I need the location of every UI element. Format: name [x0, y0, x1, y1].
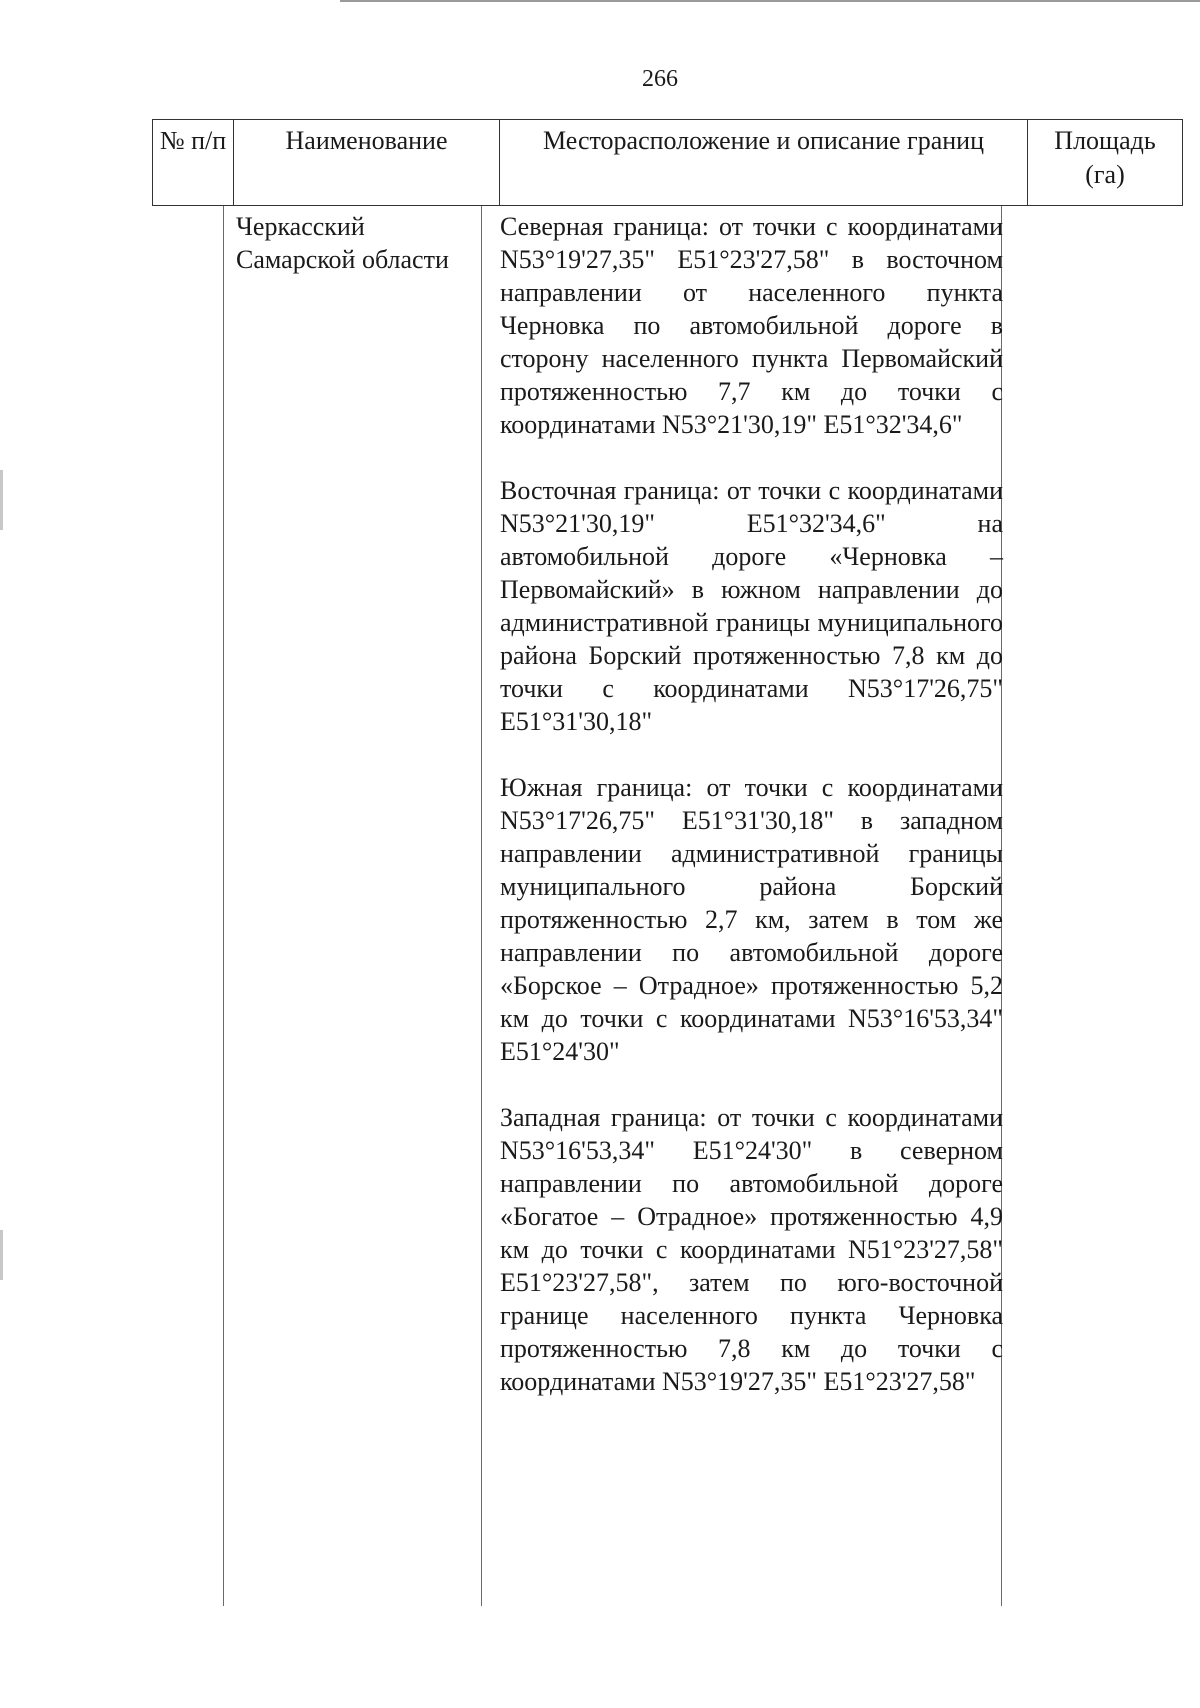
- scan-left-edge-mark: [0, 470, 3, 530]
- header-name: Наименование: [234, 120, 500, 206]
- header-location: Месторасположение и описание границ: [500, 120, 1028, 206]
- row-description: [500, 210, 1003, 1431]
- west-boundary: Западная граница: от точки с координатами N53°16'53,34" E51°24'30" в северном направлении по автомобильной дороге «Богатое – Отрадное» протяженностью 4,9 км до точки с координатами N51°23'27,58" E51°23'27,58", затем по юго-восточной границе населенного пункта Черновка протяженностью 7,8 км до точки с координатами N53°19'27,35" E51°23'27,58": [500, 1103, 1003, 1396]
- north-boundary: Северная граница: от точки с координатами N53°19'27,35" E51°23'27,58" в восточном направлении от населенного пункта Черновка по автомобильной дороге в сторону населенного пункта Первомайский протяженностью 7,7 км до точки с координатами N53°21'30,19" E51°32'34,6": [500, 212, 1003, 439]
- page-number: 266: [642, 66, 678, 92]
- column-divider: [481, 206, 482, 1606]
- east-boundary: Восточная граница: от точки с координатами N53°21'30,19" E51°32'34,6" на автомобильной дороге «Черновка – Первомайский» в южном направлении до административной границы муниципального района Борский протяженностью 7,8 км до точки с координатами N53°17'26,75" E51°31'30,18": [500, 476, 1003, 736]
- row-name: Черкасский Самарской области: [236, 212, 449, 274]
- scan-top-edge: [340, 0, 1200, 2]
- table-header: [152, 119, 1183, 206]
- column-divider: [223, 206, 224, 1606]
- header-num: № п/п: [153, 120, 234, 206]
- south-boundary: Южная граница: от точки с координатами N53°17'26,75" E51°31'30,18" в западном направлении административной границы муниципального района Борский протяженностью 2,7 км, затем в том же направлении по автомобильной дороге «Борское – Отрадное» протяженностью 5,2 км до точки с координатами N53°16'53,34" E51°24'30": [500, 773, 1003, 1066]
- scan-left-edge-mark: [0, 1230, 3, 1280]
- header-area: Площадь (га): [1028, 120, 1183, 206]
